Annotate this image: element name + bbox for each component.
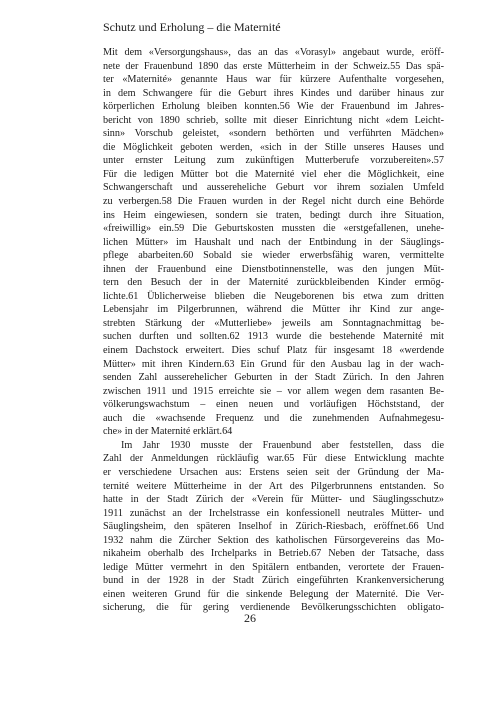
text-line: bund in der 1928 in der Stadt Zürich eingeführten Krankenversicherung <box>103 575 444 587</box>
text-line: Säuglingsheim, den späteren Inselhof in Zürich-Riesbach, eröffnet.66 Und <box>103 521 444 533</box>
text-line: Schwangerschaft und aussereheliche Geburt vor ihrem sozialen Umfeld <box>103 182 444 194</box>
text-line: 1932 nahm die Zürcher Sektion des katholischen Fürsorgevereins das Mo- <box>103 534 444 546</box>
text-line: tern den Besuch der in der Maternité zurückbleibenden Kinder ermög- <box>103 277 444 289</box>
text-line: zwischen 1911 und 1915 erreichte sie – vor allem wegen dem rasanten Be- <box>103 385 444 397</box>
text-line: ihnen der Frauenbund eine Dienstbotinnenstelle, was den jungen Müt- <box>103 263 444 275</box>
text-line: Im Jahr 1930 musste der Frauenbund aber feststellen, dass die <box>121 439 444 451</box>
text-line: Für die ledigen Mütter bot die Maternité viel eher die Möglichkeit, eine <box>103 168 444 180</box>
text-line: pflege abarbeiten.60 Sobald sie wieder erwerbsfähig waren, vermittelte <box>103 250 444 262</box>
text-line: einem Dachstock erweitert. Dies schuf Platz für insgesamt 18 «werdende <box>103 345 444 357</box>
text-line: sinn» Vorschub geleistet, «sondern bethörten und verführten Mädchen» <box>103 128 444 140</box>
text-line: ins Heim eingewiesen, sondern sie traten, bedingt durch ihre Situation, <box>103 209 444 221</box>
text-line: ter «Maternité» genannte Haus war für kürzere Aufenthalte vorgesehen, <box>103 74 444 86</box>
text-line: Zahl der Anmeldungen rückläufig war.65 Für diese Entwicklung machte <box>103 453 444 465</box>
text-line: sicherung, die für gering verdienende Bevölkerungsschichten obligato- <box>103 602 444 614</box>
text-line: 1911 zunächst an der Irchelstrasse ein konfessionell neutrales Mütter- und <box>103 507 444 519</box>
text-line: lichen Mütter» im Haushalt und nach der Entbindung in der Säuglings- <box>103 236 444 248</box>
paragraph-1 <box>103 46 444 439</box>
text-line: suchen durften und sollten.62 1913 wurde die bestehende Maternité mit <box>103 331 444 343</box>
running-head: Schutz und Erholung – die Maternité <box>103 20 281 34</box>
text-line: bericht von 1890 schrieb, sollte mit dieser Einrichtung nicht «dem Leicht- <box>103 114 444 126</box>
text-line: strebten Stärkung der «Mutterliebe» jeweils am Sonntagnachmittag be- <box>103 317 444 329</box>
text-line: in dem Schwangere für die Geburt ihres Kindes und darüber hinaus zur <box>103 87 444 99</box>
text-line: nikaheim oberhalb des Irchelparks in Betrieb.67 Neben der Tatsache, dass <box>103 548 444 560</box>
text-line: er verschiedene Ursachen aus: Erstens seien seit der Gründung der Ma- <box>103 466 444 478</box>
text-line: Mit dem «Versorgungshaus», das an das «Vorasyl» angebaut wurde, eröff- <box>103 47 444 58</box>
paragraph-2 <box>103 439 444 615</box>
body-text <box>103 46 444 615</box>
text-line: ledige Mütter vermehrt in den Spitälern entbanden, verortete der Frauen- <box>103 561 444 573</box>
text-line: lichte.61 Üblicherweise blieben die Neugeborenen bis etwa zum dritten <box>103 290 444 302</box>
text-line: die Möglichkeit geboten werden, «sich in der Stille unseres Hauses und <box>103 141 444 153</box>
text-line: che» in der Maternité erklärt.64 <box>103 426 233 438</box>
text-line: körperlichen Erholung bleiben konnten.56 Wie der Frauenbund im Jahres- <box>103 101 444 113</box>
text-line: senden Zahl ausserehelicher Geburten in der Stadt Zürich. In den Jahren <box>103 372 444 384</box>
text-line: unter ernster Leitung zum zukünftigen Mutterberufe vorzubereiten».57 <box>103 155 444 167</box>
text-line: Mütter» mit ihren Kindern.63 Ein Grund für den Ausbau lag in der wach- <box>103 358 444 370</box>
text-line: hatte in der Stadt Zürich der «Verein für Mütter- und Säuglingsschutz» <box>103 494 444 506</box>
text-line: einen weiteren Grund für die sinkende Belegung der Maternité. Die Ver- <box>103 588 444 600</box>
text-line: auch die «wachsende Frequenz und die zunehmenden Aufnahmegesu- <box>103 412 444 424</box>
text-line: völkerungswachstum – einen neuen und vorläufigen Höchststand, der <box>103 399 444 411</box>
text-line: zu verbergen.58 Die Frauen wurden in der Regel nicht durch eine Behörde <box>103 196 444 208</box>
page-number: 26 <box>244 611 256 625</box>
text-line: nete der Frauenbund 1890 das erste Mütterheim in der Schweiz.55 Das spä- <box>103 60 444 72</box>
text-line: «freiwillig» ein.59 Die Geburtskosten mussten die «erstgefallenen, unehe- <box>103 223 444 235</box>
text-line: Lebensjahr im Pilgerbrunnen, während die Mütter ihr Kind zur ange- <box>103 304 444 316</box>
text-line: ternité weitere Mütterheime in der Art des Pilgerbrunnens entstanden. So <box>103 480 444 492</box>
